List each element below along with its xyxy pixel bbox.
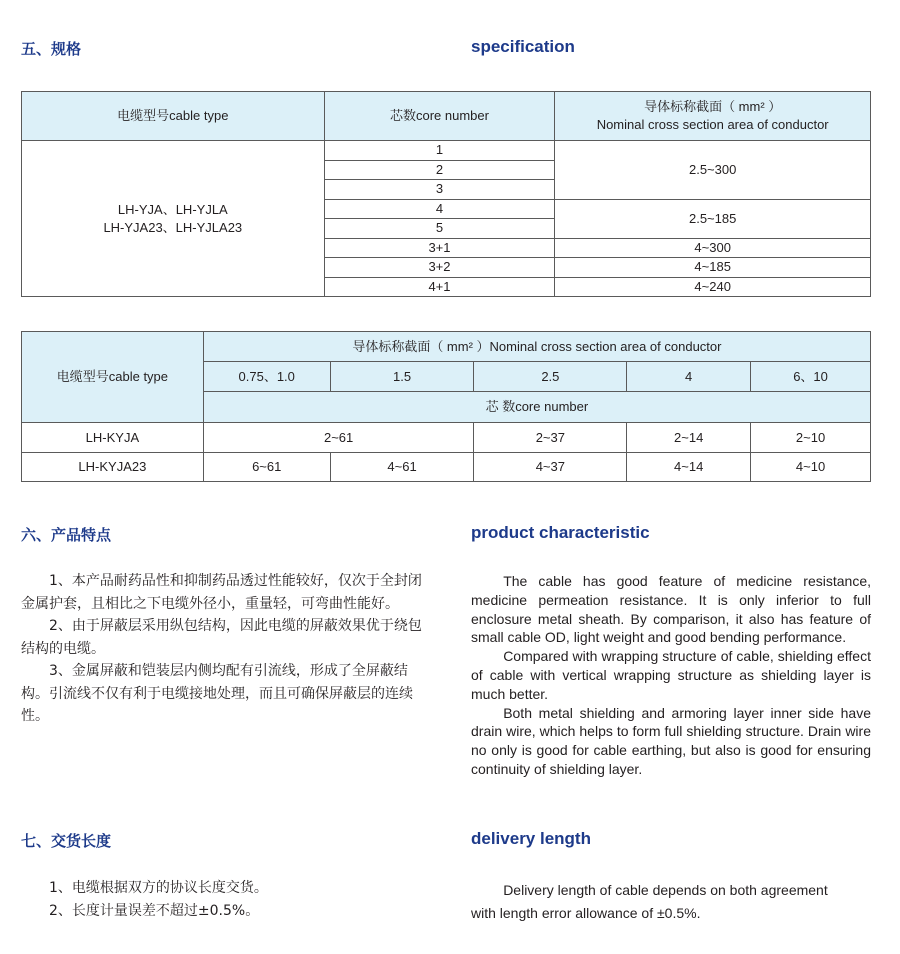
t2-header-cable-type: 电缆型号cable type <box>22 332 204 423</box>
t2-header-core-number: 芯 数core number <box>203 392 870 423</box>
en-paragraph: Both metal shielding and armoring layer inner side have drain wire, which helps to form full shielding structure. Drain wire no only is good for cable earthing, but also is good for ensuring continuity of shielding layer. <box>471 704 871 777</box>
t1-core: 4+1 <box>324 277 555 297</box>
t2-size: 1.5 <box>330 362 474 392</box>
t2-value: 4~14 <box>627 453 751 482</box>
t1-header-section <box>555 92 871 141</box>
t1-core: 4 <box>324 199 555 219</box>
t2-size: 6、10 <box>751 362 871 392</box>
section6-en-title: product characteristic <box>471 523 650 542</box>
t1-model-1: LH-YJA、LH-YJLA <box>117 201 228 217</box>
t1-header-core-number: 芯数core number <box>324 92 555 141</box>
section6-cn-body <box>21 570 423 728</box>
t2-header-section: 导体标称截面（ mm² ）Nominal cross section area of conductor <box>203 332 870 362</box>
t1-section: 2.5~300 <box>555 141 871 200</box>
t2-size: 0.75、1.0 <box>203 362 330 392</box>
spec-table-2 <box>21 331 871 482</box>
t1-core: 3+1 <box>324 238 555 258</box>
t1-core: 5 <box>324 219 555 239</box>
t2-value: 2~10 <box>751 423 871 453</box>
t1-section: 2.5~185 <box>555 199 871 238</box>
cn-paragraph: 1、本产品耐药品性和抑制药品透过性能较好，仅次于全封闭金属护套，且相比之下电缆外径小，重量轻，可弯曲性能好。 <box>21 573 422 612</box>
t1-section: 4~185 <box>555 258 871 278</box>
t1-model-cell <box>22 141 325 297</box>
en-paragraph: The cable has good feature of medicine resistance, medicine permeation resistance. It is only inferior to full enclosure metal sheath. By comparison, it also has feature of small cable OD, light weight and good bending performance. <box>471 573 871 646</box>
en-paragraph: Compared with wrapping structure of cable, shielding effect of cable with vertical wrapping structure as shielding layer is much better. <box>471 648 871 702</box>
t2-model: LH-KYJA <box>22 423 204 453</box>
t2-size: 2.5 <box>474 362 627 392</box>
t1-section: 4~240 <box>555 277 871 297</box>
t1-section: 4~300 <box>555 238 871 258</box>
section6-en-body <box>471 572 871 779</box>
t1-header-section-en: Nominal cross section area of conductor <box>596 117 829 132</box>
cn-paragraph: 3、金属屏蔽和铠装层内侧均配有引流线，形成了全屏蔽结构。引流线不仅有利于电缆接地处理，而且可确保屏蔽层的连续性。 <box>21 663 413 724</box>
spec-table-1 <box>21 91 871 297</box>
t1-model-2: LH-YJA23、LH-YJLA23 <box>103 219 243 235</box>
t1-core: 3+2 <box>324 258 555 278</box>
section6-cn-title: 六、产品特点 <box>21 526 112 544</box>
t2-size: 4 <box>627 362 751 392</box>
section5-cn-title: 五、规格 <box>21 40 82 58</box>
t1-header-cable-type: 电缆型号cable type <box>22 92 325 141</box>
t2-value: 2~37 <box>474 423 627 453</box>
t1-header-section-cn: 导体标称截面（ mm² ） <box>644 99 782 115</box>
cn-line: 1、电缆根据双方的协议长度交货。 <box>49 880 268 896</box>
cn-line: 2、长度计量误差不超过±0.5%。 <box>49 902 260 919</box>
t2-value: 4~61 <box>330 453 474 482</box>
section7-en-body <box>471 879 891 925</box>
en-line: with length error allowance of ±0.5%. <box>471 905 701 921</box>
t2-value: 2~61 <box>203 423 474 453</box>
t2-value: 4~37 <box>474 453 627 482</box>
en-line: Delivery length of cable depends on both agreement <box>503 882 828 898</box>
t1-core: 1 <box>324 141 555 161</box>
t2-value: 2~14 <box>627 423 751 453</box>
section7-cn-title: 七、交货长度 <box>21 832 112 850</box>
section7-cn-body <box>21 877 423 922</box>
section7-en-title: delivery length <box>471 829 591 848</box>
t1-core: 3 <box>324 180 555 200</box>
section5-en-title: specification <box>471 37 575 56</box>
t2-value: 6~61 <box>203 453 330 482</box>
t1-core: 2 <box>324 160 555 180</box>
cn-paragraph: 2、由于屏蔽层采用纵包结构，因此电缆的屏蔽效果优于绕包结构的电缆。 <box>21 618 422 657</box>
t2-value: 4~10 <box>751 453 871 482</box>
t2-model: LH-KYJA23 <box>22 453 204 482</box>
